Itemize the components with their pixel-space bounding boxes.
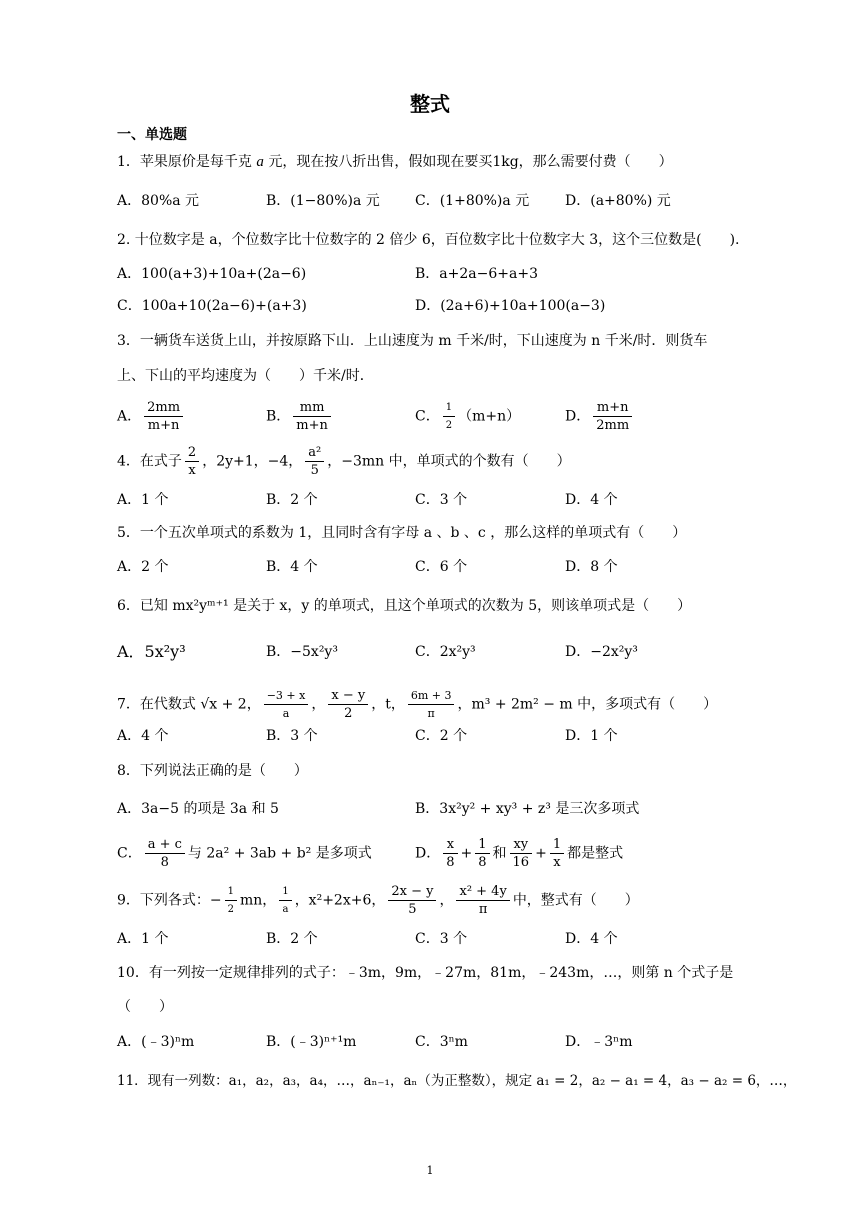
q8-option-a: A．3a−5 的项是 3a 和 5: [117, 801, 279, 817]
q7-stem-mid: ，t，: [371, 696, 405, 713]
plus-sign: +: [535, 845, 547, 862]
fraction-denominator: x: [553, 855, 561, 870]
fraction-numerator: 1: [475, 836, 489, 854]
q3-option-c-fraction: [443, 399, 455, 434]
q4-option-d: D．4 个: [565, 492, 618, 508]
q3-option-b-fraction: [293, 399, 331, 434]
q5-option-a: A．2 个: [117, 559, 169, 575]
q1-option-c-label: C．: [415, 193, 440, 209]
q8-option-d-label: D．: [415, 845, 441, 862]
q3-option-a-fraction: [144, 399, 183, 434]
plus-sign: +: [460, 845, 473, 862]
fraction-denominator: 2: [227, 904, 235, 915]
q10-option-d: D．﹣3ⁿm: [565, 1034, 633, 1050]
q3-option-b-label: B．: [266, 408, 291, 425]
q7-option-b: B．3 个: [266, 728, 318, 744]
fraction-numerator: a + c: [145, 836, 185, 854]
q9-fraction-1: [225, 883, 237, 918]
q7-stem-b: ，m³ + 2m² − m 中，多项式有（ ）: [457, 696, 718, 713]
q9-fraction-3: [388, 883, 436, 918]
q9-fraction-2: [279, 883, 291, 918]
q3-option-d-label: D．: [565, 408, 591, 425]
q2-option-c: C．100a+10(2a−6)+(a+3): [117, 298, 307, 314]
fraction-numerator: m+n: [593, 399, 632, 417]
q3-option-d-fraction: [593, 399, 632, 434]
fraction-denominator: 2: [445, 420, 453, 431]
q3-option-a-label: A．: [117, 408, 142, 425]
question-8-stem: 8．下列说法正确的是（ ）: [117, 763, 308, 779]
q8-d-fraction-4: [550, 836, 564, 871]
question-3-stem-line2: 上、下山的平均速度为（ ）千米/时．: [117, 368, 374, 384]
q9-stem-mid-3: ，: [439, 892, 454, 909]
q9-stem-a: 9．下列各式：−: [117, 892, 222, 909]
q2-option-d: D．(2a+6)+10a+100(a−3): [415, 298, 606, 314]
fraction-denominator: 16: [512, 855, 530, 870]
question-10-stem-line2: （ ）: [117, 999, 173, 1015]
q6-option-d: D．−2x²y³: [565, 644, 638, 660]
fraction-numerator: 1: [550, 836, 564, 854]
q4-stem-b: ，−3mn 中，单项式的个数有（ ）: [327, 453, 571, 470]
q1-stem-a: 1．苹果原价是每千克: [117, 154, 252, 170]
section-heading: 一、单选题: [117, 127, 187, 143]
q1-option-b: [266, 191, 380, 211]
q7-fraction-2: [328, 687, 368, 722]
fraction-denominator: 8: [478, 855, 487, 870]
fraction-numerator: x² + 4y: [456, 883, 509, 901]
fraction-numerator: 2x − y: [388, 883, 436, 901]
q1-option-d-value: (a+80%) 元: [590, 193, 671, 209]
q6-option-a: A．5x²y³: [117, 642, 186, 661]
q4-fraction-1: [185, 444, 199, 479]
q1-stem-b: 元，现在按八折出售，假如现在要买1kg，那么需要付费（ ）: [268, 154, 673, 170]
q1-option-c-value: (1+80%)a 元: [439, 193, 530, 209]
fraction-numerator: 2mm: [144, 399, 183, 417]
question-3-stem-line1: 3．一辆货车送货上山，并按原路下山．上山速度为 m 千米/时，下山速度为 n 千米/时．则货车: [117, 333, 708, 349]
page-number: 1: [426, 1164, 434, 1177]
q5-option-c: C．6 个: [415, 559, 468, 575]
fraction-numerator: mm: [293, 399, 331, 417]
q8-option-c-fraction: [145, 836, 185, 871]
question-7-stem: 7．在代数式 √x + 2， $\frac{-3 + x}{a}$ ， $\frac{x - y}{2}$ ，t， $\frac{6m + 3}{\pi}$ ，m³ + 2m² − m 中，多项式有（ ）: [117, 688, 718, 721]
question-5-stem: 5．一个五次单项式的系数为 1，且同时含有字母 a 、b 、c ，那么这样的单项式有（ ）: [117, 525, 687, 541]
q6-option-b: B．−5x²y³: [266, 644, 338, 660]
q3-option-a: [117, 399, 186, 434]
q3-option-d: [565, 399, 635, 434]
fraction-denominator: 8: [446, 855, 455, 870]
q3-option-c: [415, 399, 520, 434]
question-10-stem-line1: 10．有一列按一定规律排列的式子：﹣3m，9m，﹣27m，81m，﹣243m，…，则第 n 个式子是: [117, 965, 734, 981]
q7-fraction-3: [408, 687, 455, 722]
fraction-denominator: 2: [344, 706, 353, 721]
question-6-stem: 6．已知 mx²yᵐ⁺¹ 是关于 x，y 的单项式，且这个单项式的次数为 5，则该单项式是（ ）: [117, 598, 692, 614]
page-title: 整式: [410, 92, 450, 116]
fraction-denominator: 5: [310, 463, 319, 478]
q8-d-fraction-3: [510, 836, 533, 871]
q8-option-d-text: 都是整式: [567, 845, 624, 862]
q8-d-fraction-2: [475, 836, 489, 871]
question-2-stem: 2. 十位数字是 a，个位数字比十位数字的 2 倍少 6，百位数字比十位数字大 3，这个三位数是( ).: [117, 232, 740, 248]
q1-option-b-value: (1−80%)a 元: [290, 193, 380, 209]
q8-option-c-label: C．: [117, 845, 142, 862]
q7-stem-a: 7．在代数式 √x + 2，: [117, 696, 261, 713]
q2-option-b: B．a+2a−6+a+3: [415, 266, 538, 282]
q10-option-c: C．3ⁿm: [415, 1034, 468, 1050]
q1-option-a: [117, 191, 199, 211]
q10-option-b: B．(﹣3)ⁿ⁺¹m: [266, 1034, 357, 1050]
q8-d-fraction-1: [443, 836, 457, 871]
conjunction: 和: [492, 845, 507, 862]
q4-fraction-2: [305, 444, 324, 479]
fraction-numerator: −3 + x: [264, 687, 309, 705]
q3-option-c-label: C．: [415, 408, 440, 425]
q4-option-c: C．3 个: [415, 492, 468, 508]
fraction-denominator: a: [282, 904, 289, 915]
q4-stem-a: 4．在式子: [117, 453, 182, 470]
question-4-stem: [117, 444, 571, 479]
fraction-numerator: xy: [510, 836, 533, 854]
fraction-numerator: 2: [185, 444, 199, 462]
q1-option-a-label: A．: [117, 193, 142, 209]
fraction-denominator: 5: [408, 902, 417, 917]
q1-option-b-label: B．: [266, 193, 291, 209]
fraction-denominator: π: [427, 707, 435, 720]
q7-option-a: A．4 个: [117, 728, 169, 744]
q1-option-d: [565, 191, 671, 211]
q5-option-d: D．8 个: [565, 559, 618, 575]
q9-option-c: C．3 个: [415, 931, 468, 947]
q3-option-b: [266, 399, 334, 434]
fraction-denominator: 8: [160, 855, 169, 870]
question-1-stem: [117, 152, 673, 172]
question-11-stem: 11．现有一列数：a₁，a₂，a₃，a₄，…，aₙ₋₁，aₙ（为正整数），规定 a₁ = 2，a₂ − a₁ = 4，a₃ − a₂ = 6，…，: [117, 1073, 797, 1089]
q4-option-b: B．2 个: [266, 492, 318, 508]
q9-stem-mid-1: mn，: [240, 892, 277, 909]
question-9-stem: [117, 883, 639, 918]
q9-option-b: B．2 个: [266, 931, 318, 947]
q1-option-a-value: 80%a 元: [141, 193, 200, 209]
q9-fraction-4: [456, 883, 509, 918]
q1-option-d-label: D．: [565, 193, 591, 209]
fraction-denominator: m+n: [296, 418, 328, 433]
q9-stem-mid-2: ，x²+2x+6，: [294, 892, 386, 909]
fraction-numerator: 1: [279, 883, 291, 901]
fraction-denominator: m+n: [147, 418, 180, 433]
q2-option-a: A．100(a+3)+10a+(2a−6): [117, 266, 307, 282]
q7-fraction-1: [264, 687, 309, 722]
q10-option-a: A．(﹣3)ⁿm: [117, 1034, 195, 1050]
q8-option-d: [415, 836, 623, 871]
q9-stem-b: 中，整式有（ ）: [512, 892, 639, 909]
fraction-denominator: x: [188, 463, 196, 478]
q6-option-c: C．2x²y³: [415, 644, 476, 660]
q4-option-a: A．1 个: [117, 492, 169, 508]
q8-option-b: B．3x²y² + xy³ + z³ 是三次多项式: [415, 801, 640, 817]
fraction-numerator: 1: [225, 883, 237, 901]
fraction-denominator: 2mm: [596, 418, 630, 433]
fraction-numerator: 6m + 3: [408, 687, 455, 705]
q3-option-c-tail: （m+n）: [458, 408, 521, 425]
q8-option-c-text: 与 2a² + 3ab + b² 是多项式: [187, 845, 372, 862]
fraction-numerator: a²: [305, 444, 324, 462]
fraction-numerator: x − y: [328, 687, 368, 705]
q7-option-c: C．2 个: [415, 728, 468, 744]
q5-option-b: B．4 个: [266, 559, 318, 575]
q9-option-a: A．1 个: [117, 931, 169, 947]
q1-option-c: [415, 191, 529, 211]
fraction-numerator: x: [443, 836, 457, 854]
fraction-denominator: π: [478, 902, 488, 917]
q1-var-a: a: [256, 154, 264, 170]
fraction-numerator: 1: [443, 399, 455, 417]
q9-option-d: D．4 个: [565, 931, 618, 947]
q8-option-c: [117, 836, 372, 871]
q4-stem-mid: ，2y+1，−4，: [202, 453, 303, 470]
fraction-denominator: a: [282, 707, 290, 720]
q7-option-d: D．1 个: [565, 728, 618, 744]
